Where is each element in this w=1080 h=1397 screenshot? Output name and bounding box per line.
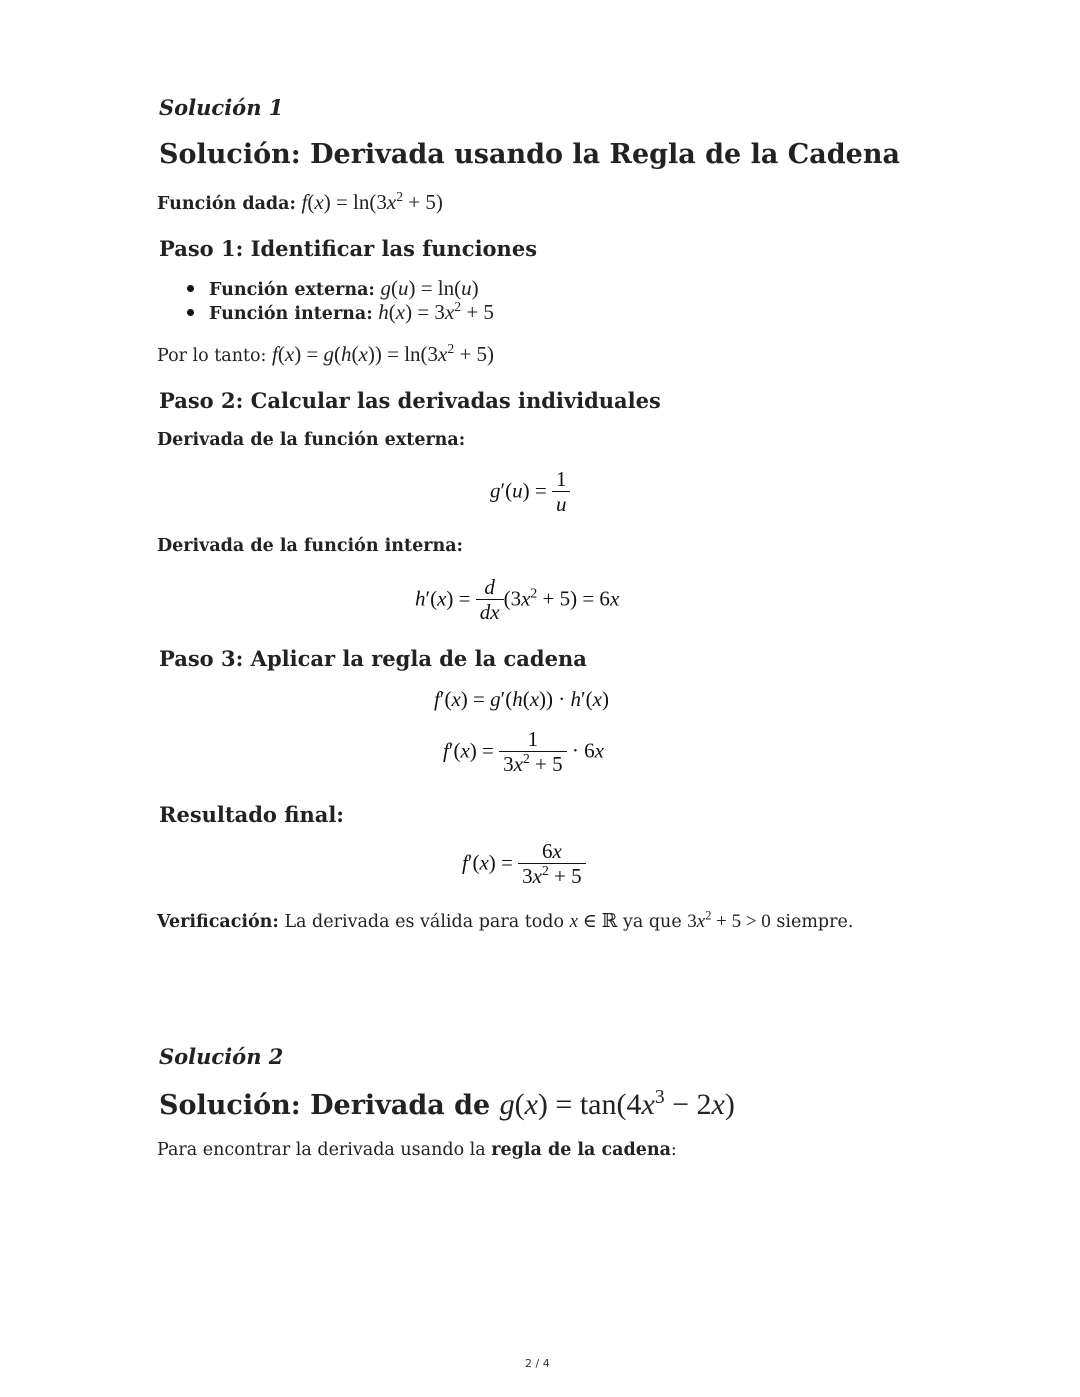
outer-derivative-eq: g′(u) = $\frac{1}{u}$ xyxy=(490,468,570,517)
intro-bold: regla de la cadena xyxy=(491,1140,671,1160)
inner-derivative-eq: h′(x) = $\frac{d}{dx}$ $(3x^2 + 5) = 6x$ xyxy=(415,575,620,625)
function-list xyxy=(185,276,494,324)
final-label: Resultado final: xyxy=(159,802,345,827)
therefore-line xyxy=(157,342,494,367)
given-expr: $f(x) = \ln(3x^2 + 5)$ xyxy=(301,189,443,214)
inner-deriv-label: Derivada de la función interna: xyxy=(157,536,463,556)
verif-expr1: x ∈ ℝ xyxy=(569,911,618,932)
solution2-title-prefix: Solución: Derivada de xyxy=(159,1090,491,1121)
verif-expr2: $3x^2 + 5 > 0$ xyxy=(687,908,771,932)
chain-rule-substituted: f′(x) = $\frac{1}{3x^2 + 5}$ · 6x xyxy=(443,727,604,777)
list-item xyxy=(185,276,494,300)
solution1-title: Solución: Derivada usando la Regla de la Cadena xyxy=(159,139,900,170)
chain-rule-eq: f′(x) = g′(h(x)) · h′(x) xyxy=(434,687,609,711)
verif-text1: La derivada es válida para todo xyxy=(284,912,565,932)
bullet1-label: Función externa: xyxy=(209,280,375,300)
bullet1-expr: g(u) = ln(u) xyxy=(380,276,479,300)
therefore-label: Por lo tanto: xyxy=(157,346,267,366)
bullet2-label: Función interna: xyxy=(209,304,373,324)
solution2-intro xyxy=(157,1140,677,1160)
intro-text: Para encontrar la derivada usando la xyxy=(157,1140,486,1160)
given-label: Función dada: xyxy=(157,194,296,214)
solution1-label: Solución 1 xyxy=(159,95,284,120)
list-item xyxy=(185,300,494,324)
verif-text3: siempre. xyxy=(776,912,854,932)
step3-title: Paso 3: Aplicar la regla de la cadena xyxy=(159,646,587,671)
solution2-title xyxy=(159,1088,735,1122)
step2-title: Paso 2: Calcular las derivadas individuales xyxy=(159,388,661,413)
solution2-label: Solución 2 xyxy=(159,1044,284,1069)
verif-text2: ya que xyxy=(622,912,682,932)
bullet2-expr: $h(x) = 3x^2 + 5$ xyxy=(378,299,494,324)
final-result-eq: f′(x) = $\frac{6x}{3x^2 + 5}$ xyxy=(462,840,586,889)
therefore-expr: $f(x) = g(h(x)) = \ln(3x^2 + 5)$ xyxy=(272,341,495,366)
verif-label: Verificación: xyxy=(157,912,279,932)
given-function xyxy=(157,190,443,215)
verification xyxy=(157,910,853,933)
intro-end: : xyxy=(670,1140,677,1160)
step1-title: Paso 1: Identificar las funciones xyxy=(159,236,538,261)
outer-deriv-label: Derivada de la función externa: xyxy=(157,430,466,450)
solution2-title-expr: $g(x) = \tan(4x^3 - 2x)$ xyxy=(499,1087,735,1121)
page-number: 2 / 4 xyxy=(525,1357,550,1370)
